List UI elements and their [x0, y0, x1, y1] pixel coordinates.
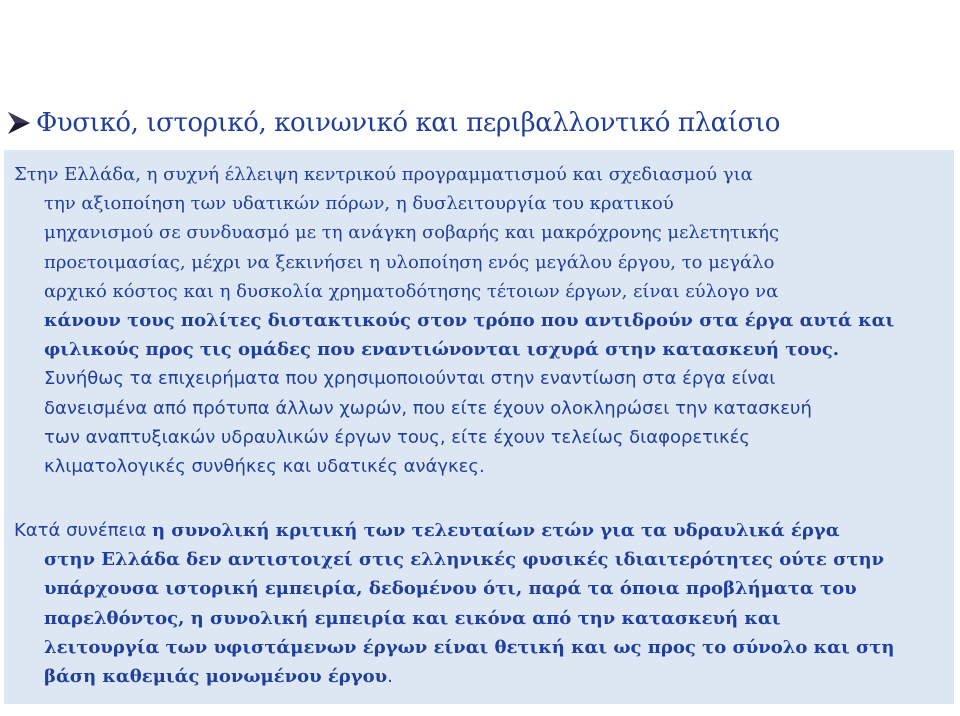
paragraph-context: [14, 160, 944, 481]
conclusion-lead-rest: η συνολική κριτική των τελευταίων ετών για τα υδραυλικά έργα: [151, 520, 840, 541]
paragraph-line: στην Ελλάδα δεν αντιστοιχεί στις ελληνικές φυσικές ιδιαιτερότητες ούτε στην: [44, 549, 885, 571]
slide-title: Φυσικό, ιστορικό, κοινωνικό και περιβαλλοντικό πλαίσιο: [36, 108, 781, 138]
content-box: [4, 150, 954, 704]
paragraph-line: υπάρχουσα ιστορική εμπειρία, δεδομένου ότι, παρά τα όποια προβλήματα του: [44, 578, 857, 600]
conclusion-last-end: .: [387, 665, 393, 687]
paragraph-line: κλιματολογικές συνθήκες και υδατικές ανάγκες.: [44, 455, 485, 477]
paragraph-line: κάνουν τους πολίτες διστακτικούς στον τρόπο που αντιδρούν στα έργα αυτά και: [44, 309, 895, 331]
paragraph-line: Συνήθως τα επιχειρήματα που χρησιμοποιούνται στην εναντίωση στα έργα είναι: [44, 368, 776, 390]
paragraph-line: [14, 516, 944, 545]
paragraph-line: [14, 662, 944, 691]
paragraph-line: φιλικούς προς τις ομάδες που εναντιώνονται ισχυρά στην κατασκευή τους.: [44, 339, 840, 361]
paragraph-line: παρελθόντος, η συνολική εμπειρία και εικόνα από την κατασκευή και: [44, 607, 781, 629]
paragraph-line: δανεισμένα από πρότυπα άλλων χωρών, που είτε έχουν ολοκληρώσει την κατασκευή: [44, 397, 812, 419]
paragraph-line: αρχικό κόστος και η δυσκολία χρηματοδότησης τέτοιων έργων, είναι εύλογο να: [44, 280, 779, 302]
paragraph-line: λειτουργία των υφιστάμενων έργων είναι θετική και ως προς το σύνολο και στη: [44, 636, 895, 658]
paragraph-conclusion: [14, 516, 944, 691]
paragraph-line: προετοιμασίας, μέχρι να ξεκινήσει η υλοποίηση ενός μεγάλου έργου, το μεγάλο: [44, 251, 775, 273]
arrow-bullet-icon: [4, 108, 34, 138]
conclusion-lead: Κατά συνέπεια: [14, 520, 152, 541]
paragraph-line: Στην Ελλάδα, η συχνή έλλειψη κεντρικού προγραμματισμού και σχεδιασμού για: [14, 164, 753, 185]
paragraph-line: μηχανισμού σε συνδυασμό με τη ανάγκη σοβαρής και μακρόχρονης μελετητικής: [44, 222, 780, 244]
title-row: [4, 98, 954, 148]
paragraph-line: την αξιοποίηση των υδατικών πόρων, η δυσλειτουργία του κρατικού: [44, 193, 674, 215]
conclusion-last-bold: βάση καθεμιάς μονωμένου έργου: [44, 665, 388, 687]
paragraph-line: των αναπτυξιακών υδραυλικών έργων τους, είτε έχουν τελείως διαφορετικές: [44, 426, 750, 448]
